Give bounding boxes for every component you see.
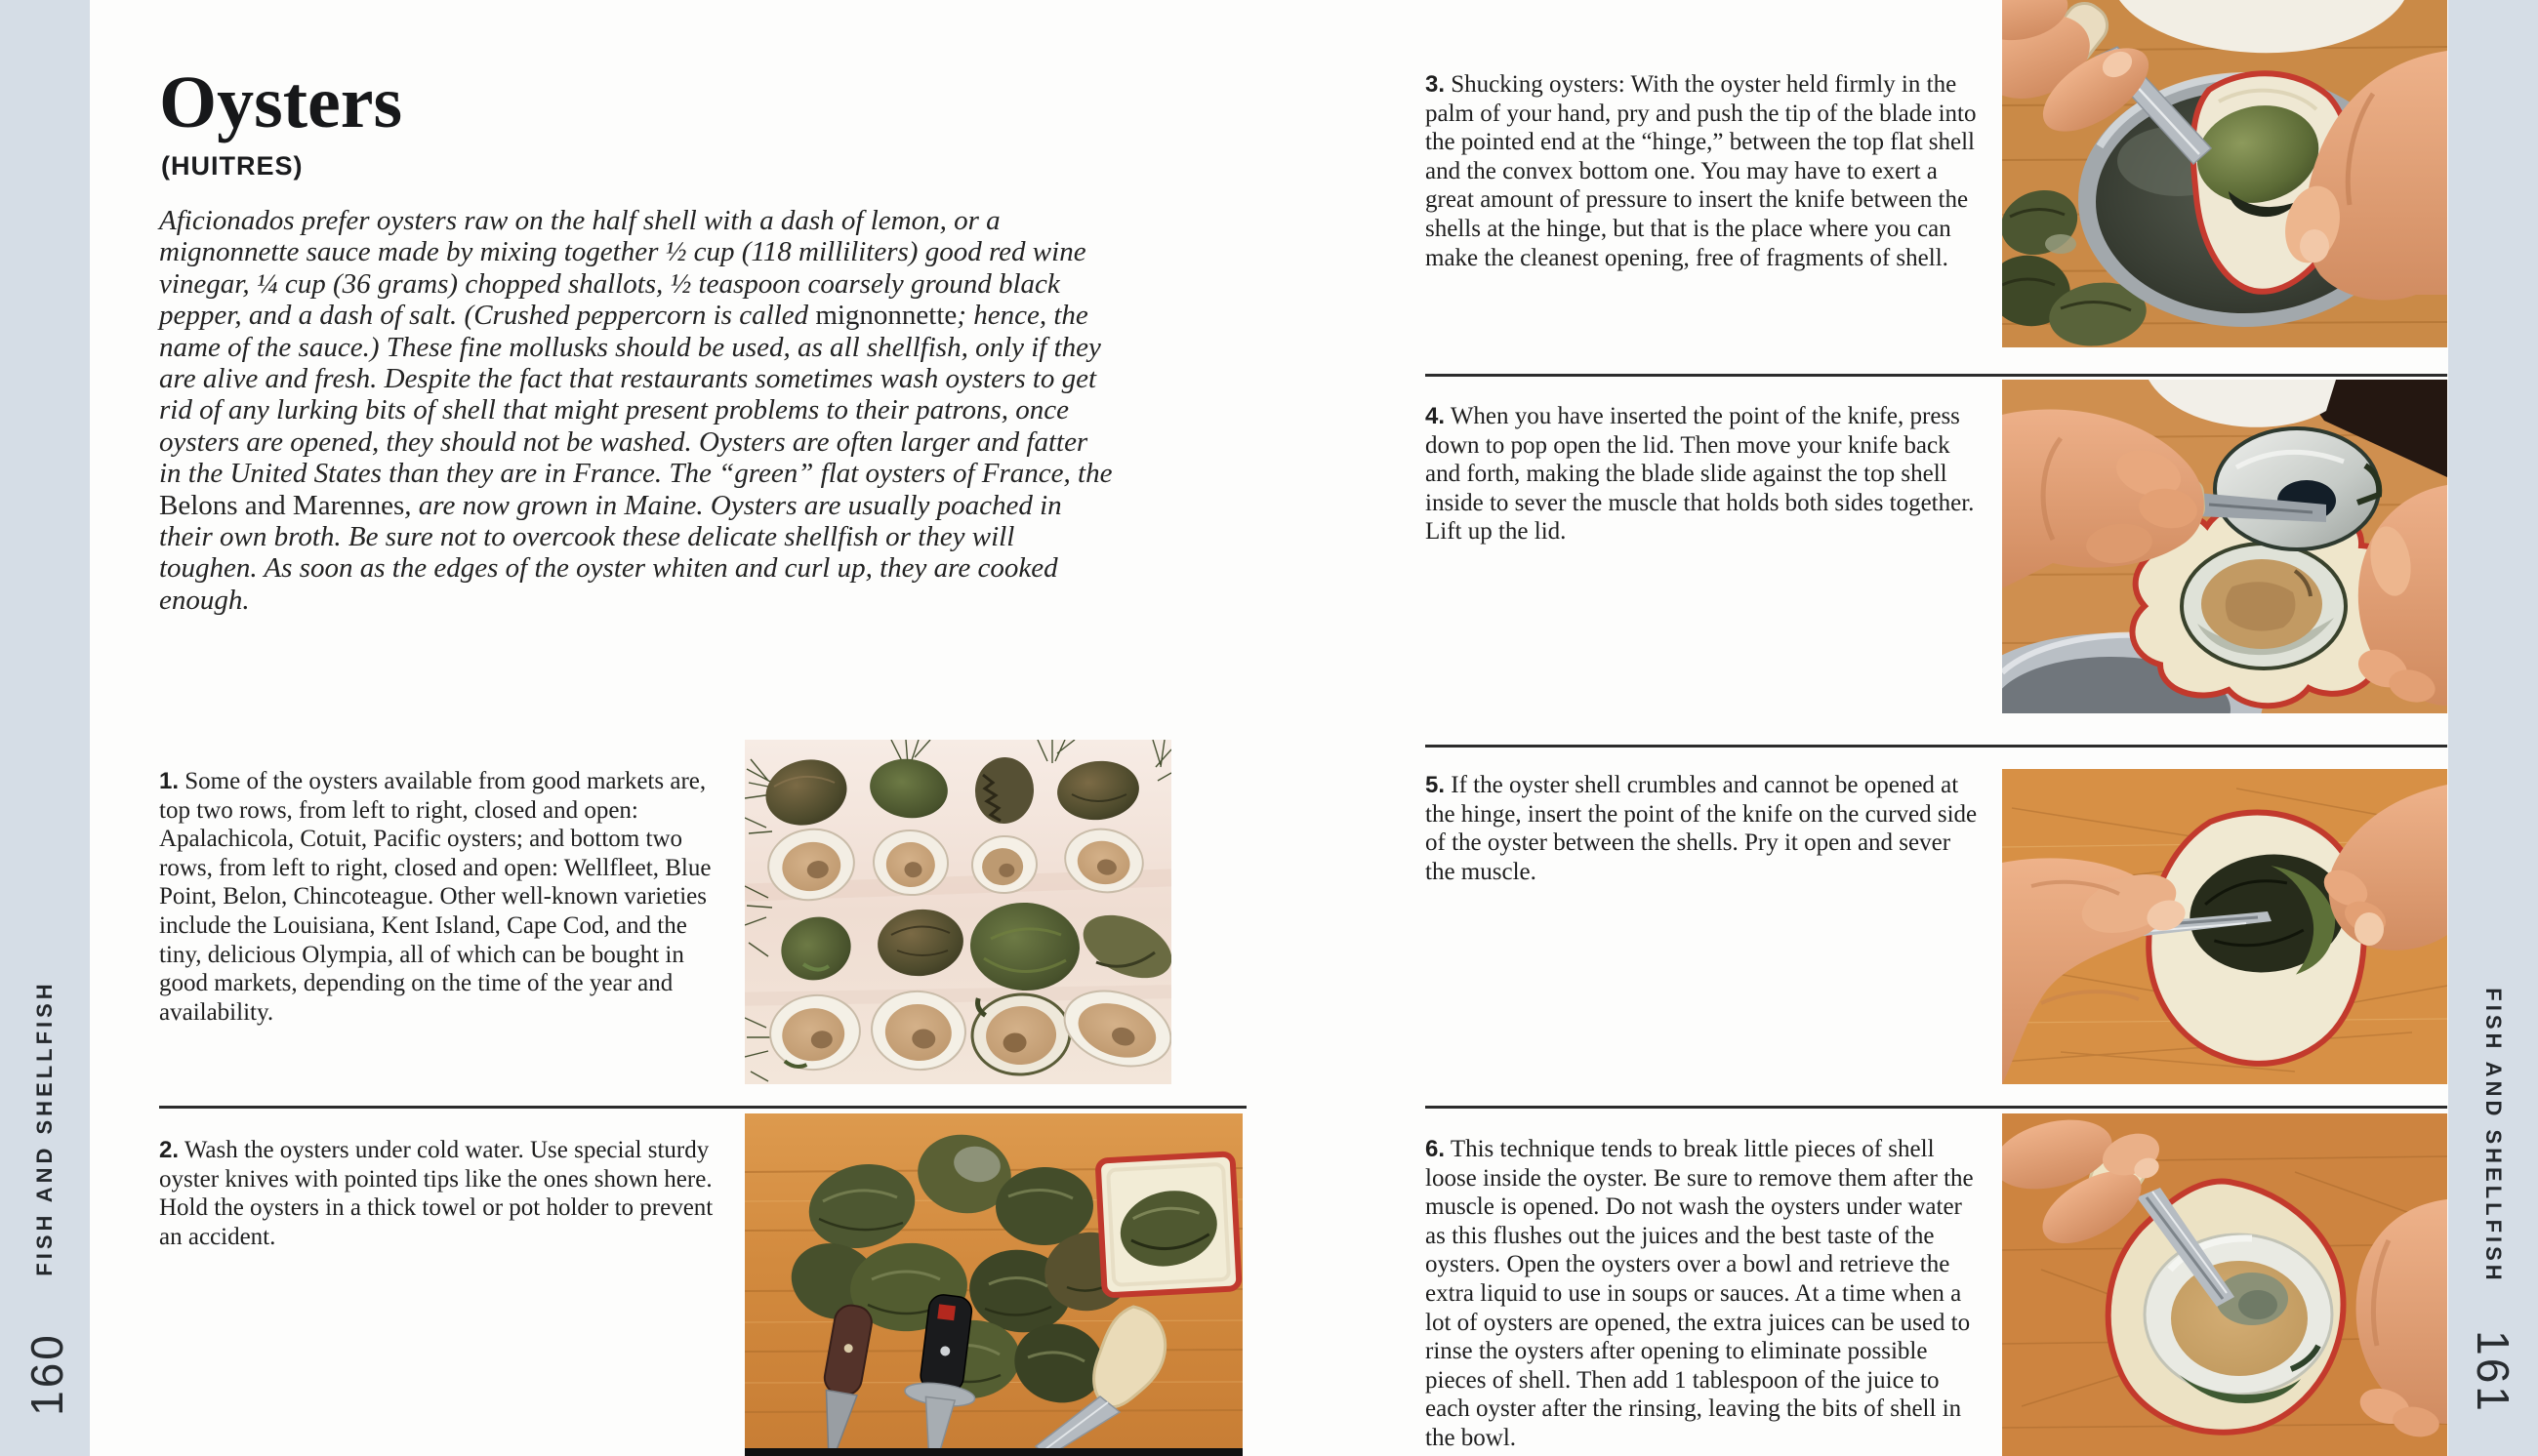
- step-1-text: [159, 767, 730, 1027]
- step-5-text: [1425, 771, 1984, 886]
- section-rule: [1425, 1106, 2447, 1109]
- intro-segment: Belons and Marennes: [159, 489, 405, 521]
- step-2-body: Wash the oysters under cold water. Use special sturdy oyster knives with pointed tips like the ones shown here. Hold the oysters in a thick towel or pot holder to prevent an accident.: [159, 1137, 714, 1250]
- towel-with-oyster: [1098, 1153, 1240, 1295]
- step-1-body: Some of the oysters available from good markets are, top two rows, from left to right, closed and open: Apalachicola, Cotuit, Pacific oysters; and bottom two rows, from left to right, closed and open: Wellfleet, Blue Point, Belon, Chincoteague. Other well-known varieties include the Louisiana, Kent Island, Cape Cod, and the tiny, delicious Olympia, all of which can be bought in good markets, depending on the time of the year and availability.: [159, 768, 712, 1026]
- running-head-right: FISH AND SHELLFISH: [2481, 988, 2506, 1284]
- photo-bottom-edge: [745, 1448, 1243, 1456]
- step-6-body: This technique tends to break little pieces of shell loose inside the oyster. Be sure to remove them after the muscle is opened. Do not wash the oysters under water as this flushes out the juices and the best taste of the oysters. Open the oysters over a bowl and retrieve the extra liquid to use in soups or sauces. At a time when a lot of oysters are opened, the extra juices can be used to rinse the oysters after opening to eliminate possible pieces of shell. Then add 1 tablespoon of the juice to each oyster after the rinsing, leaving the bits of shell in the bowl.: [1425, 1136, 1974, 1451]
- page-number-left: 160: [21, 1332, 72, 1416]
- photo-shucking-over-bowl: [2002, 0, 2447, 347]
- section-rule: [1425, 374, 2447, 377]
- oyster-top-shell: [2215, 428, 2379, 549]
- intro-paragraph: [159, 205, 1116, 616]
- step-2-text: [159, 1136, 730, 1251]
- step-6-number: 6.: [1425, 1136, 1446, 1162]
- intro-segment: ; hence, the name of the sauce.) These fine mollusks should be used, as all shellfish, only if they are alive and fresh. Despite the fact that restaurants sometimes wash oysters to get rid of any lurking bits of shell that might present problems to their patrons, once oysters are opened, they should not be washed. Oysters are often larger and fatter in the United States than they are in France. The “green” flat oysters of France, the: [159, 300, 1113, 490]
- step-3-text: [1425, 70, 1984, 272]
- left-margin-strip: [0, 0, 90, 1456]
- step-5-body: If the oyster shell crumbles and cannot be opened at the hinge, insert the point of the knife on the curved side of the oyster between the shells. Pry it open and sever the muscle.: [1425, 772, 1978, 885]
- intro-segment: , are now grown in Maine. Oysters are usually poached in their own broth. Be sure not to overcook these delicate shellfish or they will toughen. As soon as the edges of the oyster whiten and curl up, they are cooked enough.: [159, 489, 1062, 616]
- photo-oyster-knives-board: [745, 1113, 1243, 1456]
- step-6-text: [1425, 1135, 1984, 1453]
- running-head-left: FISH AND SHELLFISH: [32, 980, 57, 1276]
- page-title: Oysters: [159, 61, 403, 143]
- step-3-body: Shucking oysters: With the oyster held firmly in the palm of your hand, pry and push the tip of the blade into the pointed end at the “hinge,” between the top flat shell and the convex bottom one. You may have to exert a great amount of pressure to insert the knife between the shells at the hinge, but that is the place where you can make the cleanest opening, free of fragments of shell.: [1425, 71, 1977, 271]
- photo-opening-lid: [2002, 380, 2447, 713]
- oyster-bottom-shell: [2182, 544, 2346, 668]
- step-1-number: 1.: [159, 768, 180, 794]
- step-3-number: 3.: [1425, 71, 1446, 98]
- section-rule: [159, 1106, 1247, 1109]
- step-4-body: When you have inserted the point of the knife, press down to pop open the lid. Then move your knife back and forth, making the blade slide against the top shell inside to sever the muscle that holds both sides together. Lift up the lid.: [1425, 403, 1975, 546]
- photo-removing-shell-bits: [2002, 1113, 2447, 1456]
- intro-segment: Aficionados prefer oysters raw on the half shell with a dash of lemon, or a mignonnette sauce made by mixing together ½ cup (118 milliliters) good red wine vinegar, ¼ cup (36 grams) chopped shallots, ½ teaspoon coarsely ground black pepper, and a dash of salt. (Crushed peppercorn is called: [159, 205, 1086, 332]
- step-4-number: 4.: [1425, 403, 1446, 429]
- step-2-number: 2.: [159, 1137, 180, 1163]
- step-4-text: [1425, 402, 1984, 546]
- page-subtitle: (HUITRES): [161, 151, 304, 181]
- photo-prying-side: [2002, 769, 2447, 1084]
- intro-segment: mignonnette: [815, 300, 958, 332]
- right-margin-strip: [2448, 0, 2538, 1456]
- photo-oyster-varieties: [745, 740, 1171, 1084]
- section-rule: [1425, 745, 2447, 748]
- page-number-right: 161: [2468, 1330, 2518, 1414]
- step-5-number: 5.: [1425, 772, 1446, 798]
